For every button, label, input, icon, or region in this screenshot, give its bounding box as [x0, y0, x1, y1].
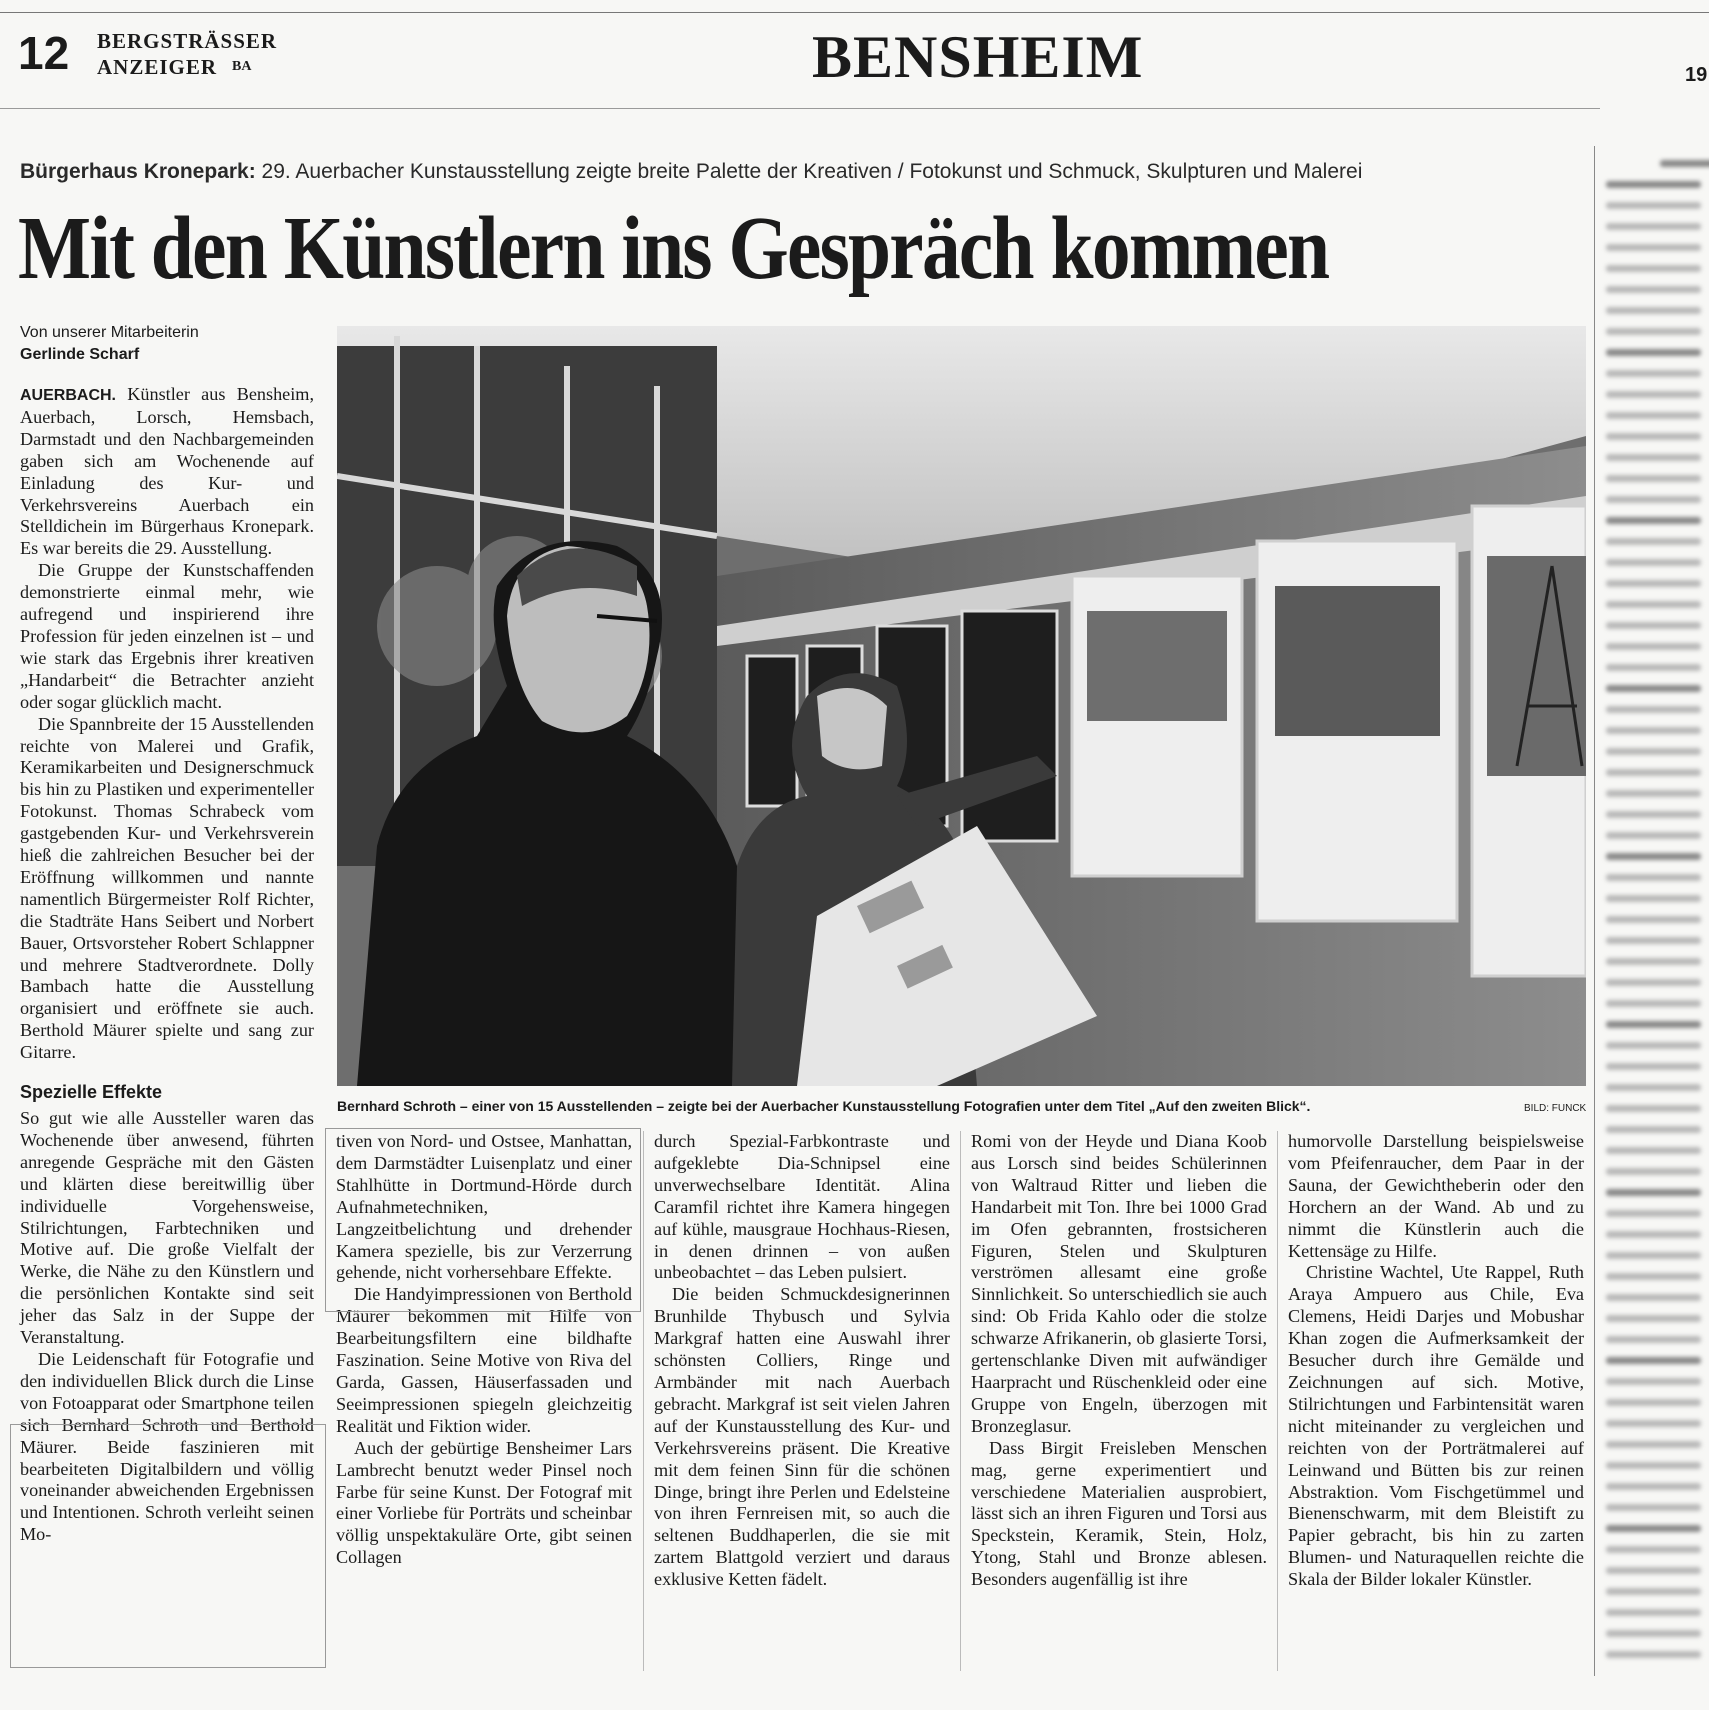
paragraph: humorvolle Darstellung beispielsweise vom Pfeifenraucher, dem Paar in der Sauna, der Gewichtheberin oder den Horchern an der Wand. Ab und zu nimmt die Künstlerin auch die Kettensäge zu Hilfe.	[1288, 1131, 1584, 1261]
photo-caption: Bernhard Schroth – einer von 15 Ausstellenden – zeigte bei der Auerbacher Kunstausstellung Fotografien unter dem Titel „Auf den zweiten Blick“.	[337, 1098, 1311, 1114]
page-number: 12	[18, 27, 70, 79]
dateline: AUERBACH.	[20, 387, 116, 404]
paragraph: So gut wie alle Aussteller waren das Wochenende über anwesend, führten anregende Gespräche mit den Gästen und klärten diese bereitwillig über individuelle Vorgehensweise, Stilrichtungen, Farbtechniken und Motive auf. Die große Vielfalt der Werke, die Nähe zu den Künstlern und die persönlichen Kontakte sind seit jeher das Salz in der Suppe der Veranstaltung.	[20, 1108, 314, 1348]
paragraph: Romi von der Heyde und Diana Koob aus Lorsch sind beides Schülerinnen von Waltraud Ritter und lieben die Handarbeit mit Ton. Ihre bei 1000 Grad im Ofen gebrannten, frostsicheren Figuren, Stelen und Skulpturen verströmen allesamt eine große Sinnlichkeit. So unterschiedlich sie auch sind: Ob Frida Kahlo oder die stolze schwarze Afrikanerin, ob glasierte Torsi, gertenschlanke Diven mit aufwändiger Haarpracht und Rüschenkleid oder eine Gruppe von Engeln, überzogen mit Bronzeglasur.	[971, 1131, 1267, 1436]
right-edge-number: 19	[1685, 64, 1708, 86]
paragraph: Die Gruppe der Kunstschaffenden demonstrierte einmal mehr, wie aufregend und inspirierend ihre Profession für jeden einzelnen ist – und wie stark das Ergebnis ihrer kreativen „Handarbeit“ die Betrachter anzieht oder sogar glücklich macht.	[20, 560, 314, 712]
kicker-lead: Bürgerhaus Kronepark:	[20, 160, 256, 183]
kicker	[20, 160, 1362, 184]
paragraph: Auch der gebürtige Bensheimer Lars Lambrecht benutzt weder Pinsel noch Farbe für seine Kunst. Der Fotograf mit einer Vorliebe für Porträts und scheinbar völlig unspektakuläre Orte, gibt seinen Collagen	[336, 1437, 632, 1568]
paragraph: Die beiden Schmuckdesignerinnen Brunhilde Thybusch und Sylvia Markgraf hatten eine Auswahl ihrer schönsten Colliers, Ringe und Armbänder mit nach Auerbach gebracht. Markgraf ist seit vielen Jahren auf der Kunstausstellung des Kur- und Verkehrsvereins präsent. Die Kreative mit dem feinen Sinn für die schönen Dinge, bringt ihre Perlen und Edelsteine von ihren Fernreisen mit, so auch die seltenen Buddhaperlen, die sie mit zartem Blattgold verziert und daraus exklusive Ketten fädelt.	[654, 1284, 950, 1590]
article-column-3	[654, 1131, 950, 1591]
subhead: Spezielle Effekte	[20, 1082, 163, 1103]
byline-author: Gerlinde Scharf	[20, 346, 140, 363]
sidebar-rule	[1594, 146, 1595, 1676]
header-rule	[0, 108, 1600, 109]
column-rule	[960, 1131, 961, 1671]
paragraph: Christine Wachtel, Ute Rappel, Ruth Araya Ampuero aus Chile, Eva Clemens, Heidi Darjes und Mobushar Khan zogen die Aufmerksamkeit der Besucher durch ihre Gemälde und Zeichnungen auf sich. Motive, Stilrichtungen und Farbintensität waren nicht miteinander zu vergleichen und reichten von der Porträtmalerei auf Leinwand und Bütten bis zur reinen Abstraktion. Vom Fischgetümmel und Bienenschwarm, mit dem Bleistift zu Papier gebracht, bis hin zu zarten Blumen- und Naturaquellen reichte die Skala der Bilder lokaler Künstler.	[1288, 1262, 1584, 1590]
byline	[20, 322, 199, 366]
article-column-1	[20, 384, 314, 1546]
paragraph: Dass Birgit Freisleben Menschen mag, gerne experimentiert und verschiedene Materialien ausprobiert, lässt sich an ihren Figuren und Torsi aus Speckstein, Keramik, Stein, Holz, Ytong, Stahl und Bronze ablesen. Besonders augenfällig ist ihre	[971, 1437, 1267, 1590]
column-rule	[1277, 1131, 1278, 1671]
article-column-2	[336, 1131, 632, 1569]
paragraph: durch Spezial-Farbkontraste und aufgeklebte Dia-Schnipsel eine unverwechselbare Identität. Alina Caramfil richtet ihre Kamera hingegen auf kühle, mausgraue Hochhaus-Riesen, in denen drinnen – von außen unbeobachtet – das Leben pulsiert.	[654, 1131, 950, 1283]
exhibition-photo	[337, 326, 1586, 1086]
paragraph: Die Handyimpressionen von Berthold Mäurer bekommen mit Hilfe von Bearbeitungsfiltern eine bildhafte Faszination. Seine Motive von Riva del Garda, Gassen, Häuserfassaden und Seeimpressionen spiegeln gleichzeitig Realität und Fiktion wider.	[336, 1284, 632, 1436]
kicker-rest: 29. Auerbacher Kunstausstellung zeigte breite Palette der Kreativen / Fotokunst und Schmuck, Skulpturen und Malerei	[255, 160, 1363, 183]
article-column-4	[971, 1131, 1267, 1591]
headline: Mit den Künstlern ins Gespräch kommen	[18, 199, 1329, 298]
blurred-adjacent-column	[1600, 146, 1709, 1710]
paragraph: Die Spannbreite der 15 Ausstellenden reichte von Malerei und Grafik, Keramikarbeiten und Designerschmuck bis hin zu Plastiken und experimenteller Fotokunst. Thomas Schrabeck vom gastgebenden Kur- und Verkehrsverein hieß die zahlreichen Besucher bei der Eröffnung willkommen und nannte namentlich Bürgermeister Rolf Richter, die Stadträte Hans Seibert und Norbert Bauer, Ortsvorsteher Robert Schlappner und mehrere Stadtverordnete. Dolly Bambach hatte die Ausstellung organisiert und eröffnete sie auch. Berthold Mäurer spielte und sang zur Gitarre.	[20, 713, 314, 1063]
paragraph: tiven von Nord- und Ostsee, Manhattan, dem Darmstädter Luisenplatz und einer Stahlhütte in Dortmund-Hörde durch Aufnahmetechniken, Langzeitbelichtung und drehender Kamera spezielle, bis zur Verzerrung gehende, nicht vorhersehbare Effekte.	[336, 1131, 632, 1283]
top-rule	[0, 12, 1709, 13]
paragraph: Die Leidenschaft für Fotografie und den individuellen Blick durch die Linse von Fotoapparat oder Smartphone teilen sich Bernhard Schroth und Berthold Mäurer. Beide faszinieren mit bearbeiteten Digitalbildern und völlig voneinander abweichenden Ergebnissen und Intentionen. Schroth verleiht seinen Mo-	[20, 1348, 314, 1545]
photo-credit: BILD: FUNCK	[1524, 1103, 1587, 1114]
paper-name-line1: BERGSTRÄSSER	[97, 29, 278, 53]
byline-prefix: Von unserer Mitarbeiterin	[20, 324, 199, 341]
paragraph	[20, 384, 314, 560]
paper-code: BA	[232, 59, 252, 74]
article-column-5	[1288, 1131, 1584, 1591]
column-rule	[643, 1131, 644, 1671]
paragraph-text: Künstler aus Bensheim, Auerbach, Lorsch, Hemsbach, Darmstadt und den Nachbargemeinden gaben sich am Wochenende auf Einladung des Kur- und Verkehrsvereins Auerbach ein Stelldichein im Bürgerhaus Kronepark. Es war bereits die 29. Ausstellung.	[20, 384, 314, 559]
paper-name-line2: ANZEIGER	[97, 55, 218, 79]
section-title: BENSHEIM	[812, 24, 1144, 90]
